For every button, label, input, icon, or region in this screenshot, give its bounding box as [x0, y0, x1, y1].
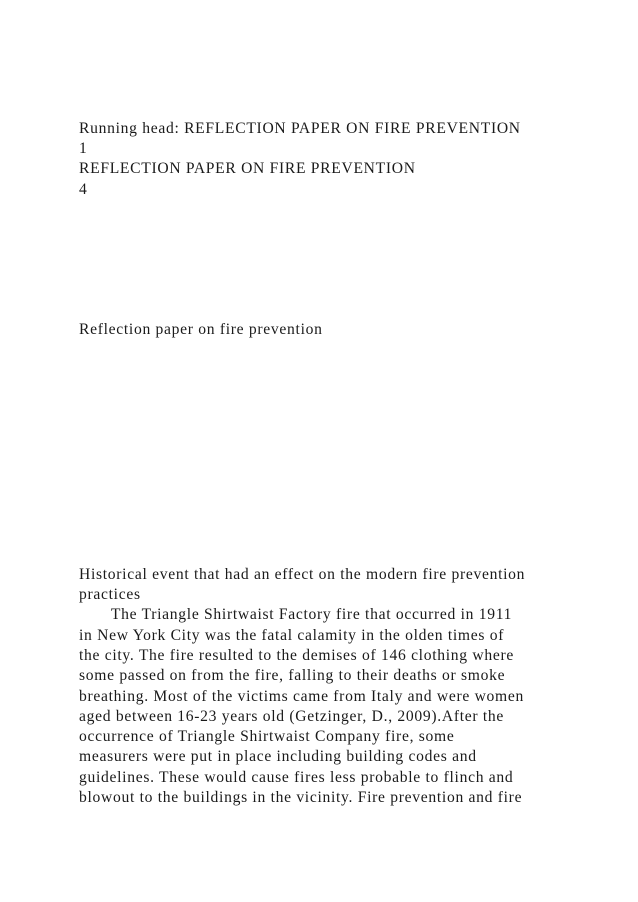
body-line: the city. The fire resulted to the demises of 146 clothing where: [79, 647, 514, 664]
section-heading-line-1: Historical event that had an effect on the modern fire prevention: [79, 566, 526, 583]
running-head: Running head: REFLECTION PAPER ON FIRE PREVENTION: [79, 120, 521, 137]
body-line: occurrence of Triangle Shirtwaist Company fire, some: [79, 728, 455, 745]
paper-title: Reflection paper on fire prevention: [79, 321, 323, 338]
body-line: in New York City was the fatal calamity in the olden times of: [79, 627, 505, 644]
body-line: guidelines. These would cause fires less probable to flinch and: [79, 769, 514, 786]
body-line: measurers were put in place including building codes and: [79, 748, 477, 765]
page-number-second: 4: [79, 181, 88, 198]
body-line: The Triangle Shirtwaist Factory fire that occurred in 1911: [79, 606, 513, 623]
body-line: breathing. Most of the victims came from Italy and were women: [79, 688, 524, 705]
page-number-first: 1: [79, 140, 88, 157]
body-line: aged between 16-23 years old (Getzinger, D., 2009).After the: [79, 708, 505, 725]
short-title: REFLECTION PAPER ON FIRE PREVENTION: [79, 160, 416, 177]
body-line: blowout to the buildings in the vicinity. Fire prevention and fire: [79, 789, 523, 806]
body-line: some passed on from the fire, falling to their deaths or smoke: [79, 667, 506, 684]
section-heading-line-2: practices: [79, 586, 141, 603]
